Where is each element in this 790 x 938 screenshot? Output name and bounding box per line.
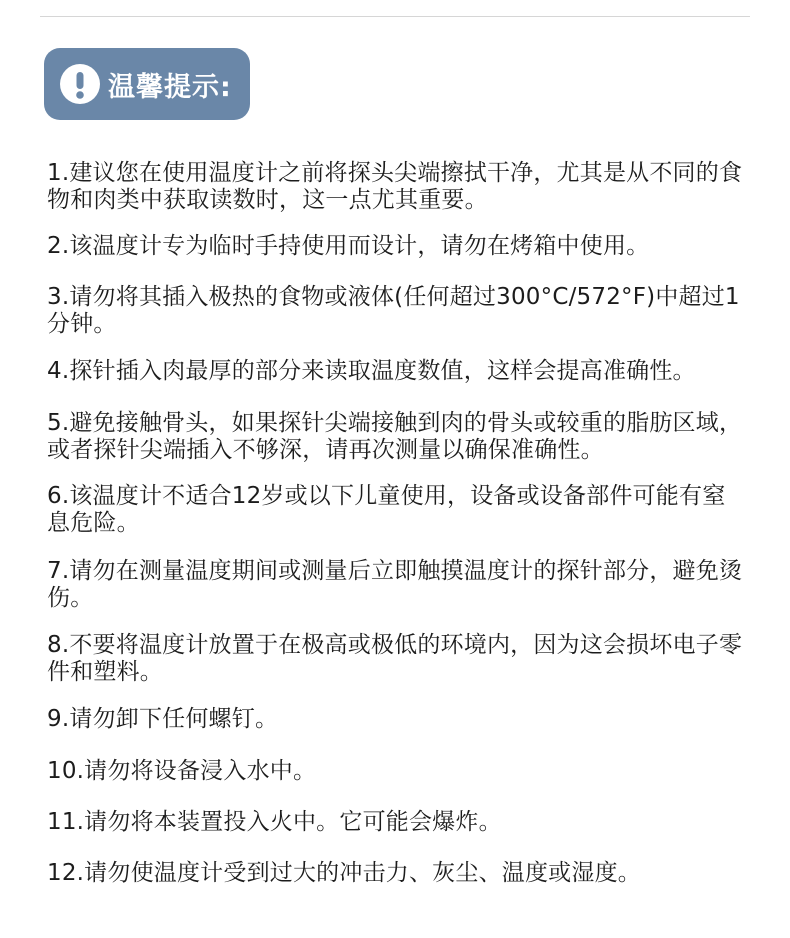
- top-divider: [40, 16, 750, 17]
- tip-item: 7.请勿在测量温度期间或测量后立即触摸温度计的探针部分，避免烫伤。: [47, 558, 743, 611]
- tip-item: 1.建议您在使用温度计之前将探头尖端擦拭干净，尤其是从不同的食物和肉类中获取读数时，这一点尤其重要。: [47, 160, 743, 213]
- tip-item: 4.探针插入肉最厚的部分来读取温度数值，这样会提高准确性。: [47, 358, 696, 384]
- tip-item: 12.请勿使温度计受到过大的冲击力、灰尘、温度或湿度。: [47, 860, 641, 886]
- tip-item: 2.该温度计专为临时手持使用而设计，请勿在烤箱中使用。: [47, 233, 650, 259]
- tip-item: 10.请勿将设备浸入水中。: [47, 758, 317, 784]
- notice-title: 温馨提示:: [108, 71, 232, 103]
- tip-item: 6.该温度计不适合12岁或以下儿童使用，设备或设备部件可能有窒息危险。: [47, 483, 726, 536]
- tip-item: 9.请勿卸下任何螺钉。: [47, 706, 279, 732]
- tip-item: 5.避免接触骨头，如果探针尖端接触到肉的骨头或较重的脂肪区域，或者探针尖端插入不够深，请再次测量以确保准确性。: [47, 410, 743, 463]
- tip-item: 8.不要将温度计放置于在极高或极低的环境内，因为这会损坏电子零件和塑料。: [47, 632, 743, 685]
- tip-item: 11.请勿将本装置投入火中。它可能会爆炸。: [47, 809, 502, 835]
- notice-badge: [44, 48, 250, 120]
- exclamation-circle-icon: [60, 64, 100, 104]
- tip-item: 3.请勿将其插入极热的食物或液体(任何超过300°C/572°F)中超过1分钟。: [47, 284, 740, 337]
